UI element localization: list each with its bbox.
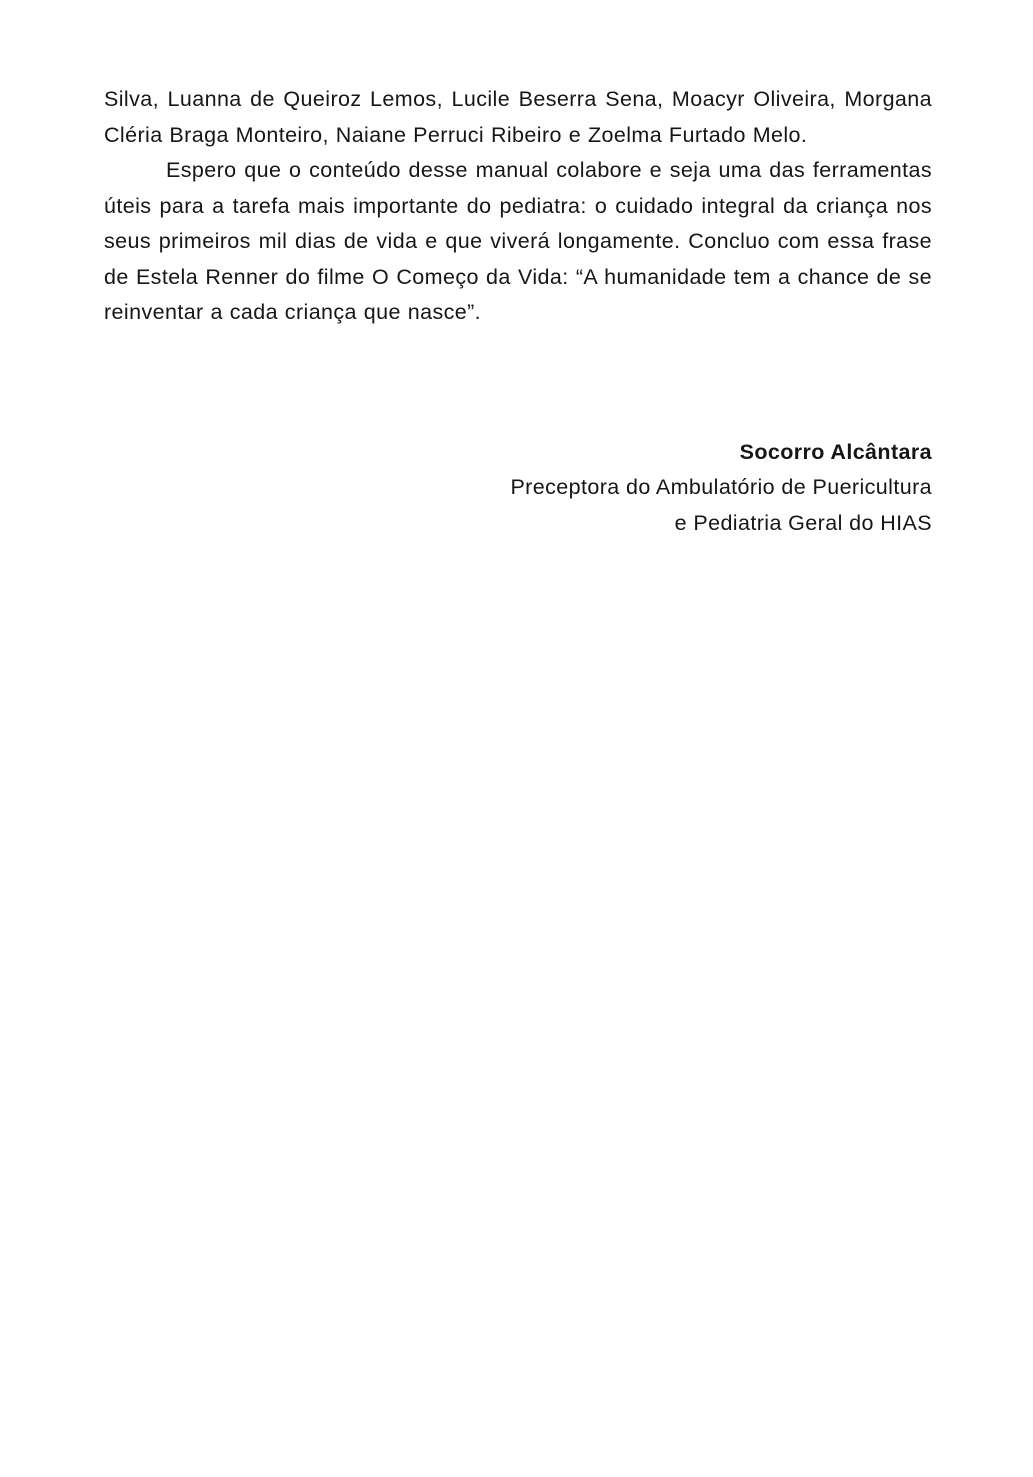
signature-author-name: Socorro Alcântara — [739, 439, 932, 464]
signature-role-line-2: e Pediatria Geral do HIAS — [674, 510, 932, 535]
page-content — [104, 82, 932, 541]
signature-block — [104, 435, 932, 542]
paragraph-acknowledgement-names: Silva, Luanna de Queiroz Lemos, Lucile Beserra Sena, Moacyr Oliveira, Morgana Cléria Braga Monteiro, Naiane Perruci Ribeiro e Zoelma Furtado Melo. — [104, 87, 932, 147]
paragraph-closing-message: Espero que o conteúdo desse manual colabore e seja uma das ferramentas úteis para a tarefa mais importante do pediatra: o cuidado integral da criança nos seus primeiros mil dias de vida e que viverá longamente. Concluo com essa frase de Estela Renner do filme O Começo da Vida: “A humanidade tem a chance de se reinventar a cada criança que nasce”. — [104, 158, 932, 324]
signature-role-line-1: Preceptora do Ambulatório de Puericultura — [510, 475, 932, 499]
